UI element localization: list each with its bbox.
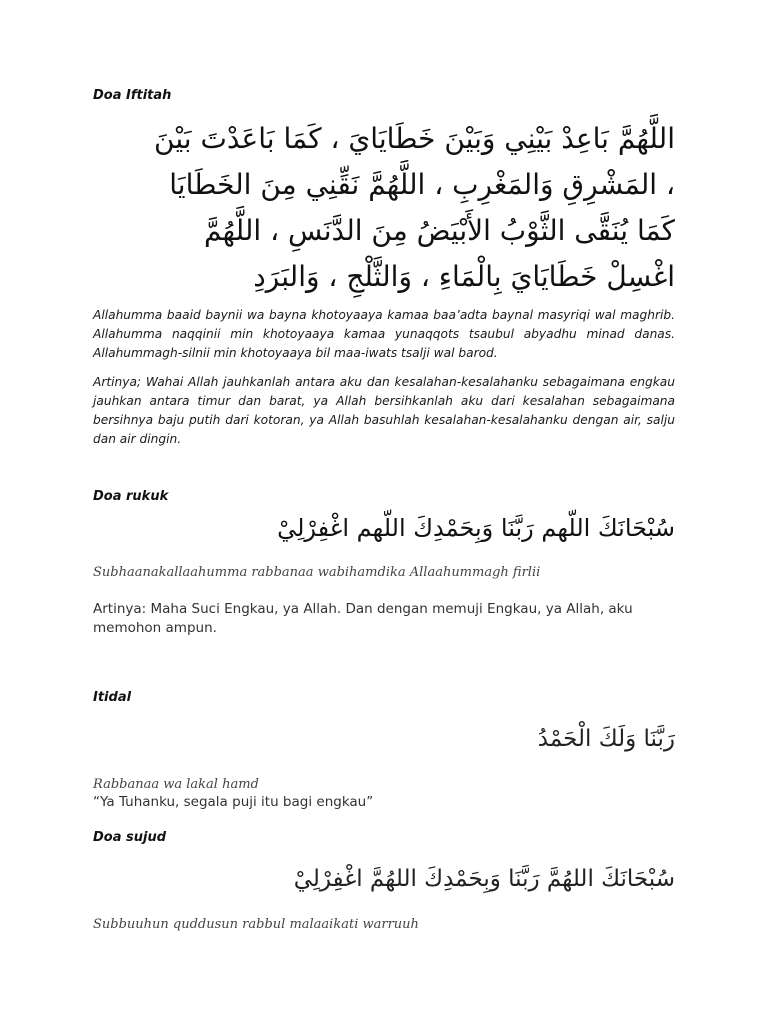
- arabic-iftitah: [93, 116, 675, 300]
- heading-doa-rukuk: Doa rukuk: [93, 489, 169, 504]
- arabic-sujud: سُبْحَانَكَ اللهُمَّ رَبَّنَا وَبِحَمْدِكَ اللهُمَّ اغْفِرْلِيْ: [293, 866, 675, 892]
- arabic-rukuk: سُبْحَانَكَ اللّهم رَبَّنَا وَبِحَمْدِكَ اللّهم اغْفِرْلِيْ: [277, 514, 675, 542]
- transliteration-iftitah: Allahumma baaid baynii wa bayna khotoyaaya kamaa baa’adta baynal masyriqi wal maghrib. Allahumma naqqinii min khotoyaaya kamaa yunaqqots tsaubul abyadhu minad danas. Allahummagh-silnii min khotoyaaya bil maa-iwats tsalji wal barod.: [93, 308, 675, 360]
- meaning-rukuk: Artinya: Maha Suci Engkau, ya Allah. Dan dengan memuji Engkau, ya Allah, aku memohon ampun.: [93, 601, 633, 636]
- transliteration-sujud: Subbuuhun quddusun rabbul malaaikati warruuh: [93, 917, 419, 932]
- heading-doa-sujud: Doa sujud: [93, 830, 167, 845]
- heading-doa-iftitah: Doa Iftitah: [93, 88, 172, 103]
- meaning-iftitah: Artinya; Wahai Allah jauhkanlah antara aku dan kesalahan-kesalahanku sebagaimana engkau jauhkan antara timur dan barat, ya Allah bersihkanlah aku dari kesalahan sebagaimana bersihnya baju putih dari kotoran, ya Allah basuhlah kesalahan-kesalahanku dengan air, salju dan air dingin.: [93, 375, 675, 446]
- arabic-iftitah-line-4: اغْسِلْ خَطَايَايَ بِالْمَاءِ ، وَالثَّلْجِ ، وَالبَرَدِ: [253, 260, 675, 293]
- meaning-itidal: “Ya Tuhanku, segala puji itu bagi engkau”: [93, 794, 374, 810]
- arabic-iftitah-line-1: اللَّهُمَّ بَاعِدْ بَيْنِي وَبَيْنَ خَطَايَايَ ، كَمَا بَاعَدْتَ بَيْنَ: [154, 122, 675, 155]
- arabic-iftitah-line-3: كَمَا يُنَقَّى الثَّوْبُ الأَبْيَضُ مِنَ الدَّنَسِ ، اللَّهُمَّ: [204, 214, 675, 247]
- heading-itidal: Itidal: [93, 690, 132, 705]
- arabic-itidal: رَبَّنَا وَلَكَ الْحَمْدُ: [537, 726, 675, 752]
- transliteration-itidal: Rabbanaa wa lakal hamd: [93, 777, 259, 792]
- arabic-iftitah-line-2: ، المَشْرِقِ وَالمَغْرِبِ ، اللَّهُمَّ نَقِّنِي مِنَ الخَطَايَا: [169, 168, 675, 201]
- transliteration-rukuk: Subhaanakallaahumma rabbanaa wabihamdika Allaahummagh firlii: [93, 565, 541, 580]
